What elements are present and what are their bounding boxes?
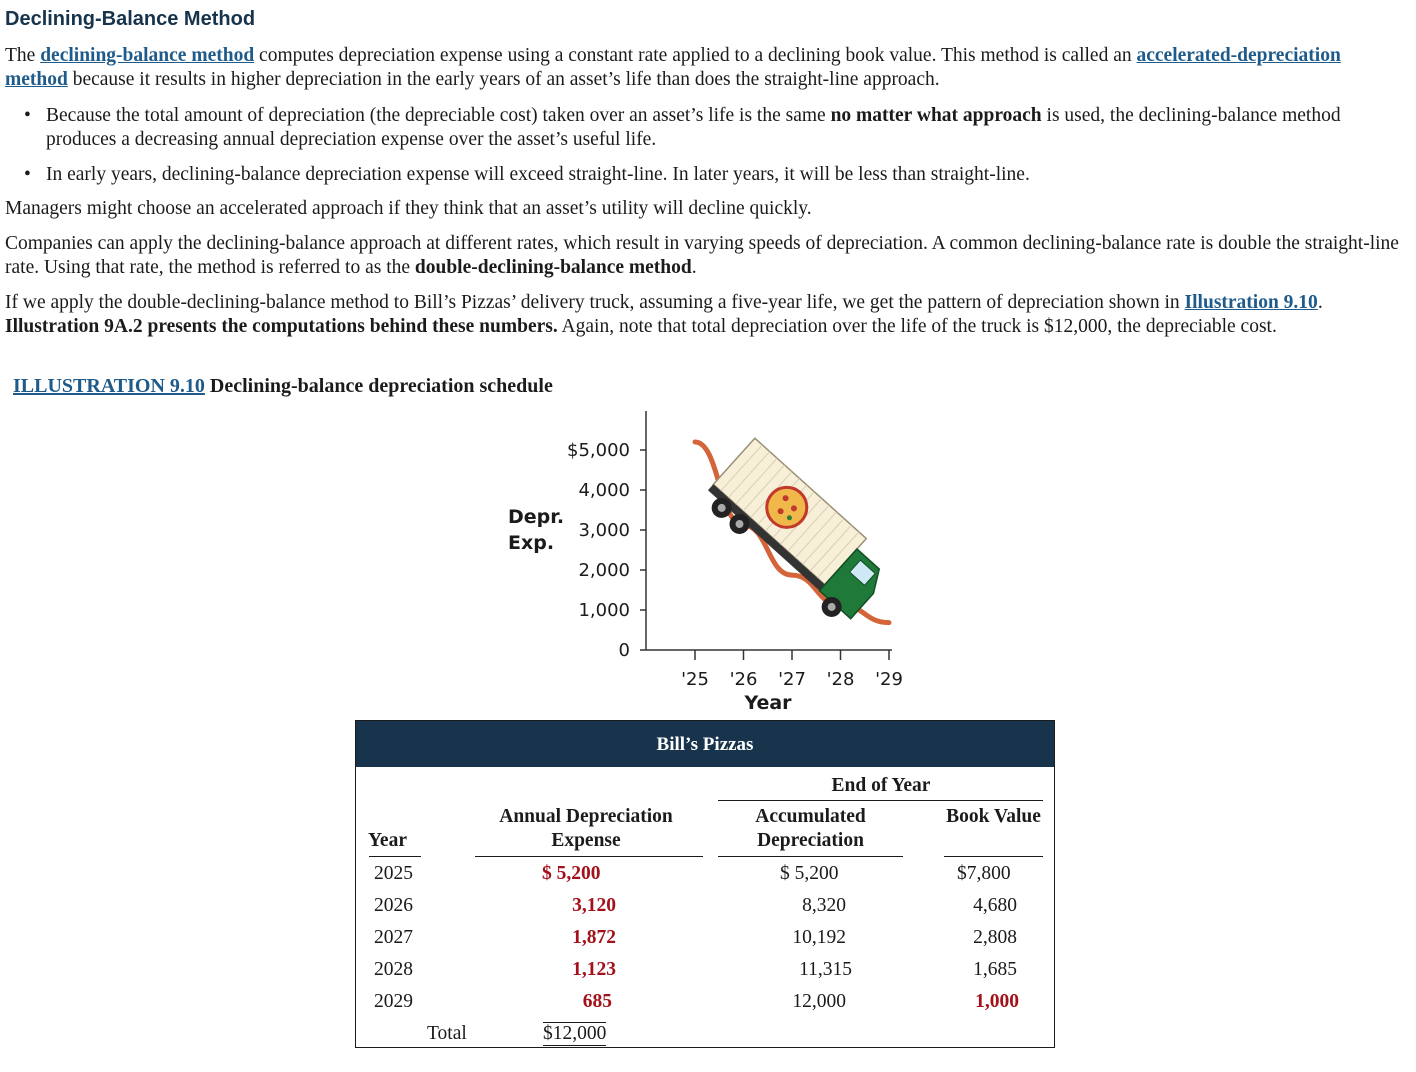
p4-text-2: .	[1317, 292, 1323, 313]
book-rule	[944, 856, 1043, 857]
rates-paragraph	[5, 232, 1405, 280]
bullet1-bold: no matter what approach	[830, 105, 1042, 126]
y-axis-label-line2: Exp.	[508, 532, 555, 554]
accumulated-header: Accumulated Depreciation	[755, 806, 866, 851]
end-of-year-rule	[718, 800, 1043, 801]
depreciation-table	[355, 720, 1055, 1048]
bullet-item	[24, 163, 1409, 187]
depreciation-chart	[500, 405, 920, 715]
y-tick-label: 3,000	[578, 520, 630, 541]
x-tick-label: '26	[729, 669, 758, 690]
p4-bold: Illustration 9A.2 presents the computations behind these numbers.	[5, 316, 558, 337]
y-tick-label: 0	[618, 640, 630, 661]
end-of-year-header: End of Year	[831, 775, 931, 796]
accumulated-cell: $ 5,200	[780, 863, 839, 884]
book-value-cell: 1,685	[973, 959, 1017, 980]
illustration-label-link[interactable]: ILLUSTRATION 9.10	[13, 375, 205, 397]
example-paragraph	[5, 291, 1405, 339]
expense-cell: 1,872	[572, 927, 616, 948]
bullet-dot-icon: •	[24, 105, 31, 126]
expense-header: Annual Depreciation Expense	[499, 806, 673, 851]
p3-text-2: .	[691, 257, 697, 278]
book-value-cell: 2,808	[973, 927, 1017, 948]
y-tick-label: 1,000	[578, 600, 630, 621]
table-title: Bill’s Pizzas	[356, 721, 1054, 767]
declining-balance-link[interactable]: declining-balance method	[40, 45, 255, 66]
section-heading: Declining-Balance Method	[5, 8, 256, 30]
illustration-title-text: Declining-balance depreciation schedule	[204, 375, 553, 397]
x-tick-label: '25	[681, 669, 709, 690]
bullet-item	[24, 104, 1409, 152]
p1-text-1: The	[5, 45, 41, 66]
expense-cell: 685	[582, 991, 612, 1012]
x-tick-label: '27	[778, 669, 806, 690]
expense-rule	[475, 856, 703, 857]
book-value-cell: $7,800	[957, 863, 1011, 884]
p4-text-1: If we apply the double-declining-balance method to Bill’s Pizzas’ delivery truck, assuming a five-year life, we get the pattern of depreciation shown in	[5, 292, 1185, 313]
year-header: Year	[368, 830, 407, 851]
year-cell: 2027	[374, 927, 413, 948]
bullet2-text: In early years, declining-balance depreciation expense will exceed straight-line. In later years, it will be less than straight-line.	[46, 164, 1030, 185]
x-tick-label: '29	[875, 669, 903, 690]
intro-paragraph	[5, 44, 1405, 92]
x-axis-label: Year	[744, 692, 792, 714]
year-cell: 2025	[374, 863, 413, 884]
accumulated-rule	[718, 856, 903, 857]
book-value-cell: 1,000	[975, 991, 1019, 1012]
accumulated-cell: 12,000	[792, 991, 846, 1012]
year-cell: 2026	[374, 895, 413, 916]
book-value-cell: 4,680	[973, 895, 1017, 916]
expense-cell: 1,123	[572, 959, 616, 980]
accelerated-depreciation-link[interactable]: accelerated-depreciation method	[5, 45, 1341, 90]
y-tick-label: $5,000	[567, 440, 630, 461]
p3-bold: double-declining-balance method	[414, 257, 692, 278]
year-cell: 2029	[374, 991, 413, 1012]
accumulated-cell: 8,320	[802, 895, 846, 916]
p1-text-3: because it results in higher depreciation in the early years of an asset’s life than does the straight-line approach.	[67, 69, 940, 90]
total-label: Total	[427, 1023, 467, 1044]
book-value-header: Book Value	[946, 806, 1041, 827]
total-value: $12,000	[543, 1022, 606, 1048]
x-tick-label: '28	[826, 669, 855, 690]
bullet1-text-2: is used, the declining-balance method produces a decreasing annual depreciation expense over the asset’s useful life.	[46, 105, 1341, 150]
illustration-link[interactable]: Illustration 9.10	[1184, 292, 1318, 313]
y-tick-label: 4,000	[578, 480, 630, 501]
p1-text-2: computes depreciation expense using a constant rate applied to a declining book value. This method is called an	[254, 45, 1137, 66]
accumulated-cell: 11,315	[799, 959, 852, 980]
y-tick-label: 2,000	[578, 560, 630, 581]
bullet1-text-1: Because the total amount of depreciation (the depreciable cost) taken over an asset’s life is the same	[46, 105, 831, 126]
expense-cell: 3,120	[572, 895, 616, 916]
managers-paragraph: Managers might choose an accelerated approach if they think that an asset’s utility will decline quickly.	[5, 198, 812, 219]
truck-icon	[699, 438, 898, 629]
y-axis-label-line1: Depr.	[508, 506, 565, 528]
year-rule	[369, 856, 421, 857]
bullet-dot-icon: •	[24, 164, 31, 185]
p3-text-1: Companies can apply the declining-balance approach at different rates, which result in varying speeds of depreciation. A common declining-balance rate is double the straight-line rate. Using that rate, the method is referred to as the	[5, 233, 1399, 278]
year-cell: 2028	[374, 959, 413, 980]
expense-cell: $ 5,200	[542, 863, 601, 884]
accumulated-cell: 10,192	[792, 927, 846, 948]
illustration-title	[13, 375, 553, 398]
p4-text-3: Again, note that total depreciation over the life of the truck is $12,000, the depreciable cost.	[557, 316, 1277, 337]
